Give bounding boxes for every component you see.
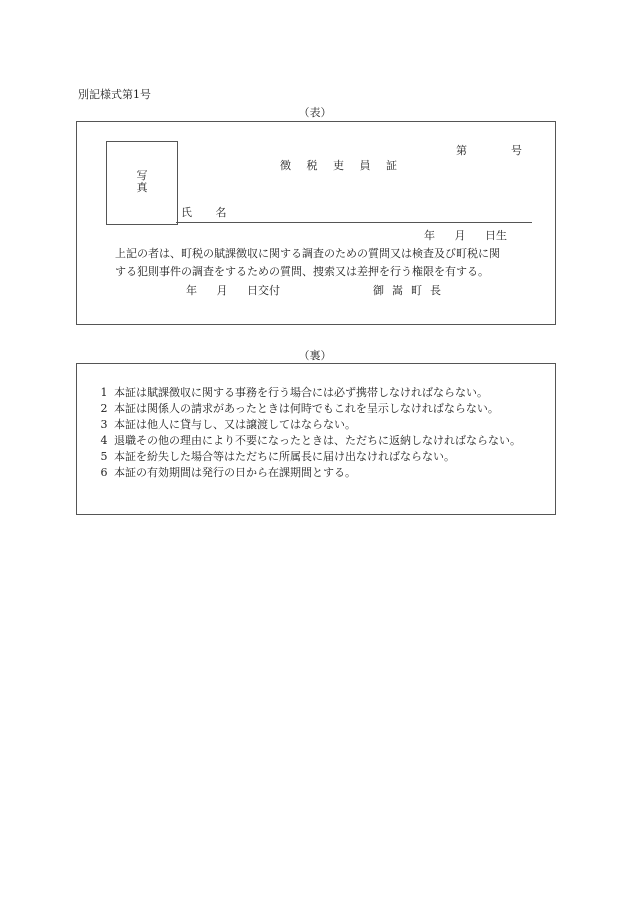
- certificate-number-label: 第 号: [456, 144, 522, 157]
- rule-item: [94, 433, 540, 449]
- name-underline: [176, 222, 532, 223]
- authority-statement-line-1: 上記の者は、町税の賦課徴収に関する調査のための質問又は検査及び町税に関: [115, 247, 500, 260]
- issuer-mayor-label: 御嵩町長: [373, 284, 449, 297]
- card-title: 徴 税 吏 員 証: [280, 159, 403, 172]
- rule-item: [94, 465, 540, 481]
- name-label: 氏 名: [181, 206, 237, 219]
- photo-box: [106, 141, 178, 225]
- front-side-label: （表）: [298, 106, 332, 119]
- rule-number: 5: [100, 450, 108, 463]
- rule-number: 6: [100, 466, 108, 479]
- birth-date-label: 年 月 日生: [424, 229, 507, 242]
- rule-text: 本証は賦課徴収に関する事務を行う場合には必ず携帯しなければならない。: [114, 386, 488, 399]
- rule-text: 本証を紛失した場合等はただちに所属長に届け出なければならない。: [114, 450, 455, 463]
- rule-text: 本証は他人に貸与し、又は譲渡してはならない。: [114, 418, 356, 431]
- rule-number: 2: [100, 402, 108, 415]
- photo-label: 写 真: [136, 169, 148, 194]
- rule-text: 退職その他の理由により不要になったときは、ただちに返納しなければならない。: [114, 434, 521, 447]
- rule-item: [94, 401, 540, 417]
- rule-item: [94, 385, 540, 401]
- form-number-title: 別記様式第1号: [78, 88, 151, 101]
- back-side-label: （裏）: [298, 349, 332, 362]
- rules-list: [94, 385, 540, 481]
- rule-number: 4: [100, 434, 108, 447]
- rule-text: 本証の有効期間は発行の日から在課期間とする。: [114, 466, 356, 479]
- rule-number: 1: [100, 386, 108, 399]
- authority-statement-line-2: する犯則事件の調査をするための質問、捜索又は差押を行う権限を有する。: [115, 265, 489, 278]
- issue-date-label: 年 月 日交付: [186, 284, 280, 297]
- rule-item: [94, 449, 540, 465]
- rule-item: [94, 417, 540, 433]
- rule-text: 本証は関係人の請求があったときは何時でもこれを呈示しなければならない。: [114, 402, 499, 415]
- rule-number: 3: [100, 418, 108, 431]
